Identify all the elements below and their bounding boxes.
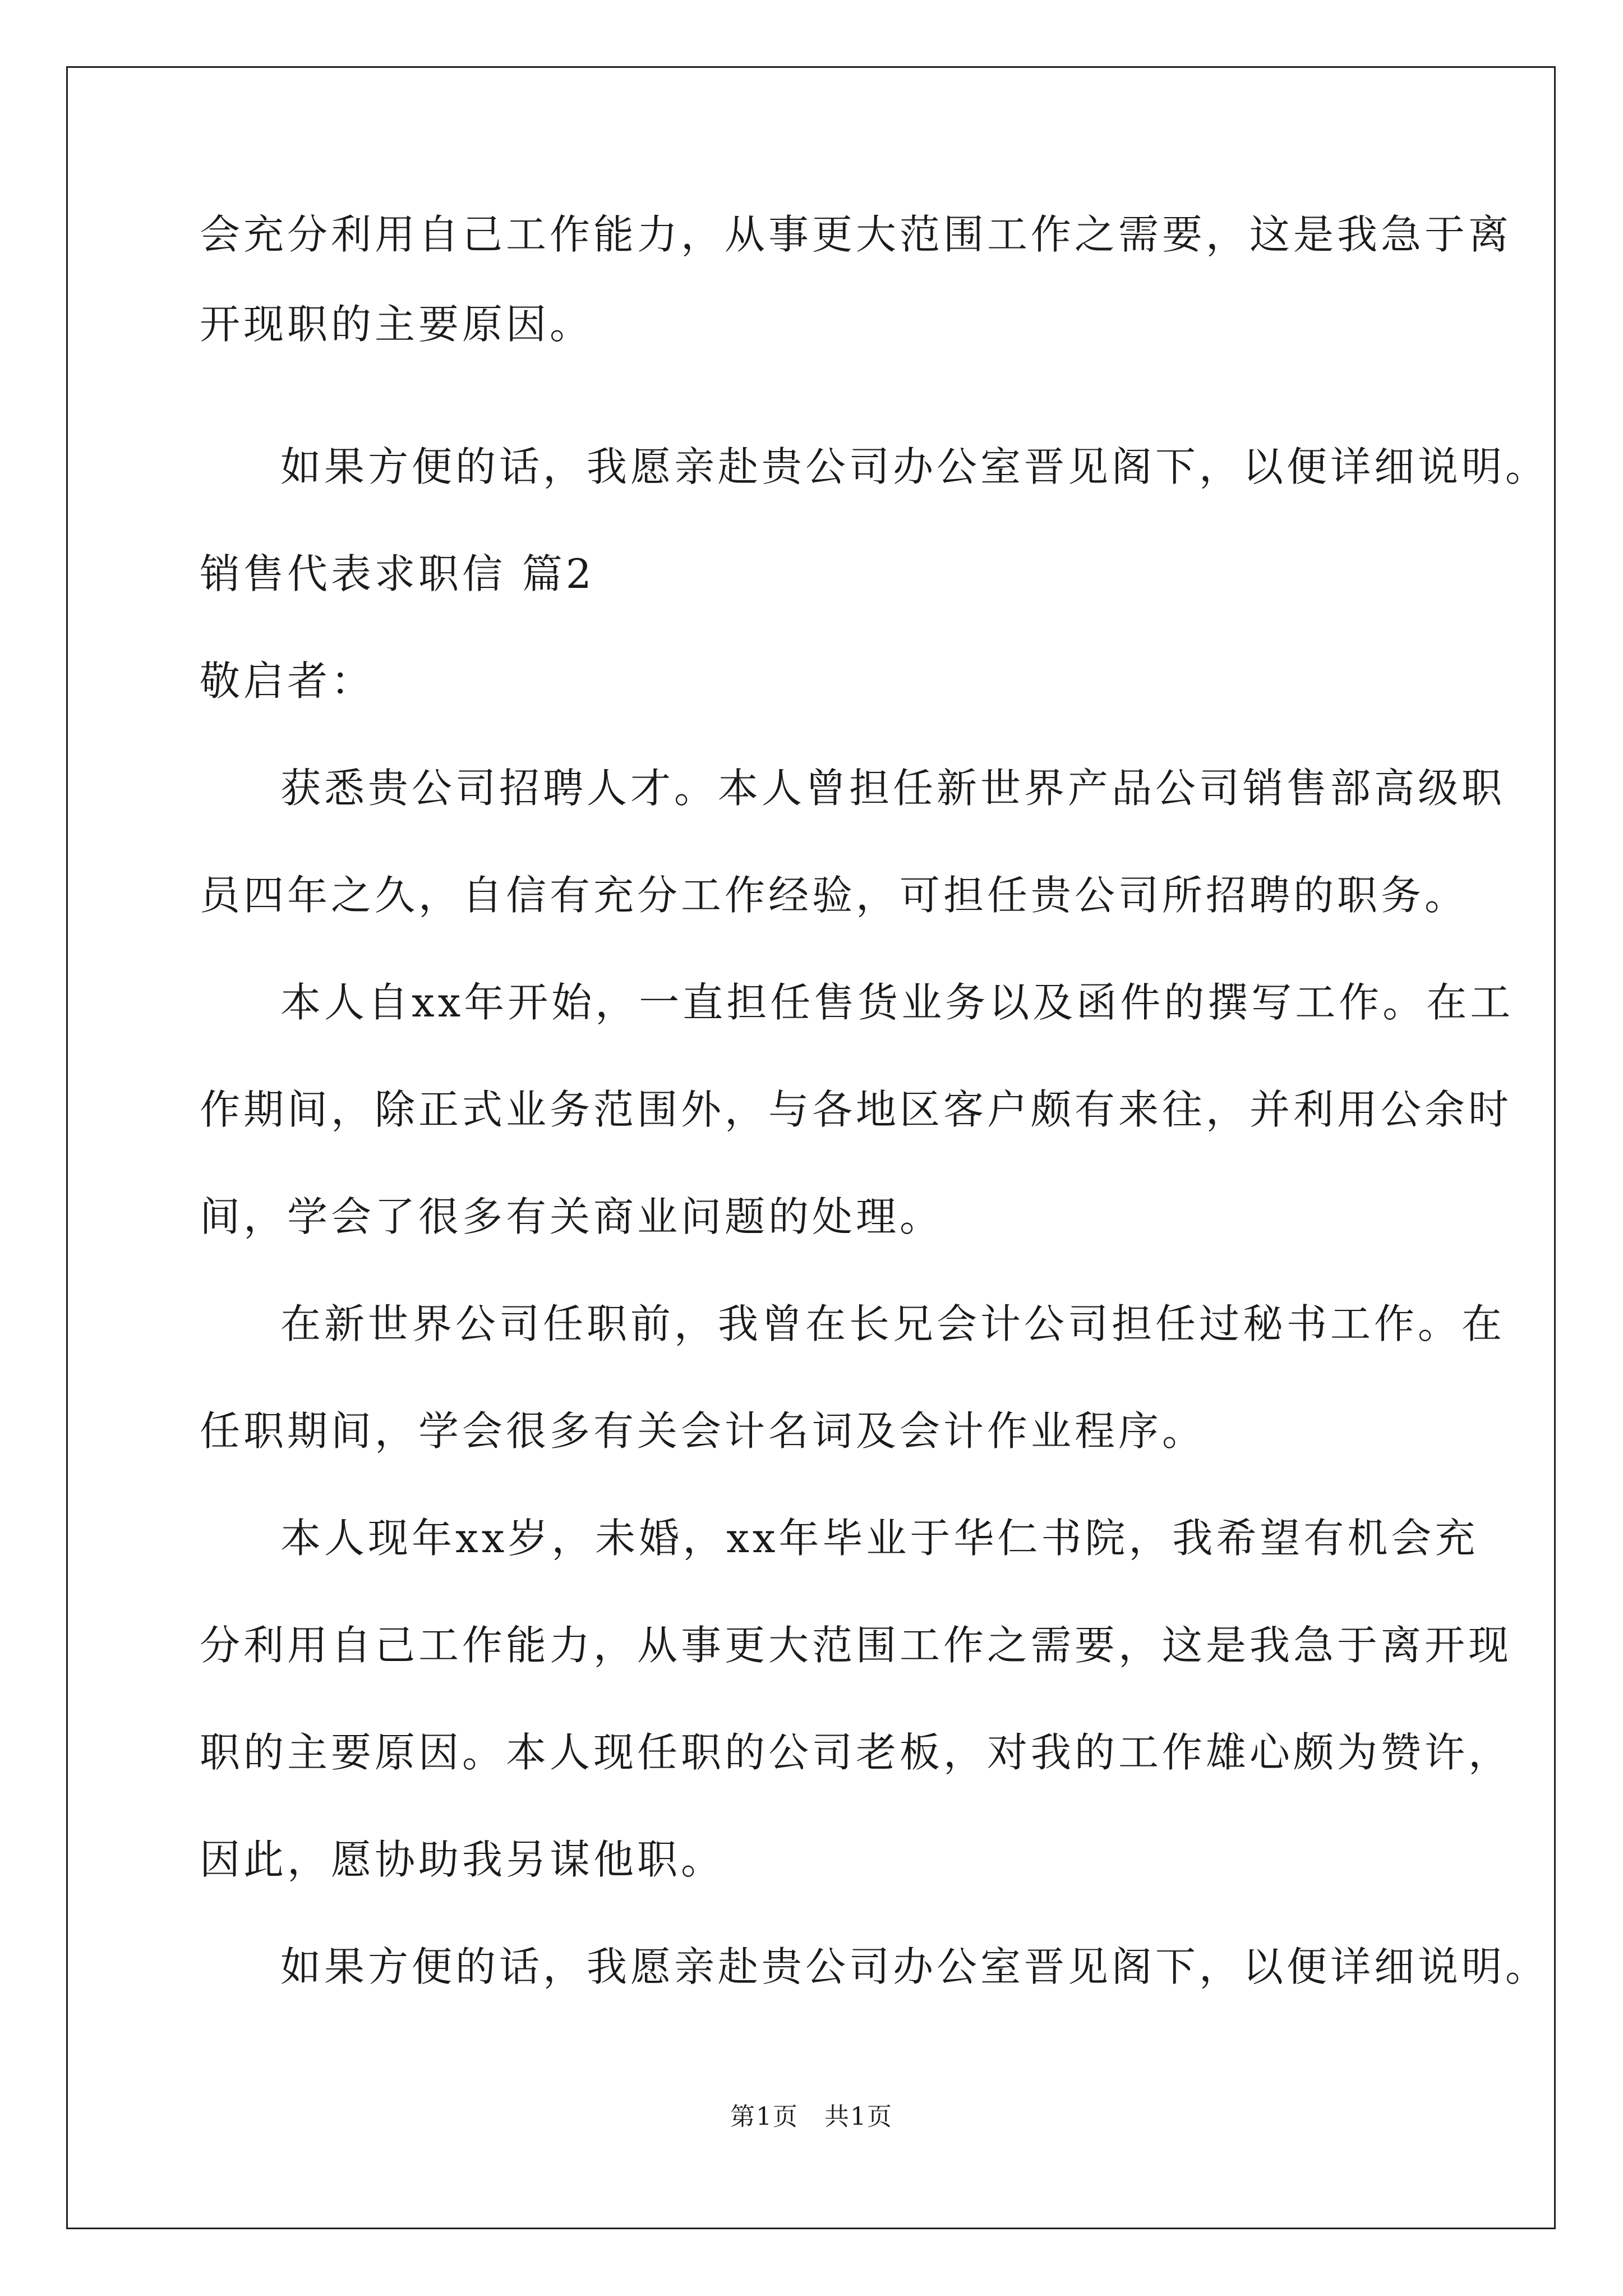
text-line: 员四年之久，自信有充分工作经验，可担任贵公司所招聘的职务。 [200,872,1469,919]
text-line: 会充分利用自己工作能力，从事更大范围工作之需要，这是我急于离 [200,211,1513,258]
text-line: 本人自xx年开始，一直担任售货业务以及函件的撰写工作。在工 [280,979,1514,1026]
text-line: 作期间，除正式业务范围外，与各地区客户颇有来往，并利用公余时 [200,1086,1513,1133]
text-line: 开现职的主要原因。 [200,301,594,348]
text-line: 获悉贵公司招聘人才。本人曾担任新世界产品公司销售部高级职 [280,765,1506,812]
page-footer: 第1页 共1页 [730,2102,893,2131]
page-frame [66,66,1556,2229]
text-line: 如果方便的话，我愿亲赴贵公司办公室晋见阁下，以便详细说明。 [280,1943,1550,1990]
text-line: 在新世界公司任职前，我曾在长兄会计公司担任过秘书工作。在 [280,1300,1506,1347]
text-line: 因此，愿协助我另谋他职。 [200,1836,725,1883]
section-heading: 销售代表求职信 篇2 [200,550,595,597]
text-line: 任职期间，学会很多有关会计名词及会计作业程序。 [200,1407,1206,1455]
salutation: 敬启者： [200,657,375,705]
text-line: 职的主要原因。本人现任职的公司老板，对我的工作雄心颇为赞许， [200,1729,1513,1776]
text-line: 分利用自己工作能力，从事更大范围工作之需要，这是我急于离开现 [200,1622,1513,1669]
text-line: 如果方便的话，我愿亲赴贵公司办公室晋见阁下，以便详细说明。 [280,443,1550,490]
text-line: 间，学会了很多有关商业问题的处理。 [200,1193,944,1240]
text-line: 本人现年xx岁，未婚，xx年毕业于华仁书院，我希望有机会充 [280,1515,1479,1562]
